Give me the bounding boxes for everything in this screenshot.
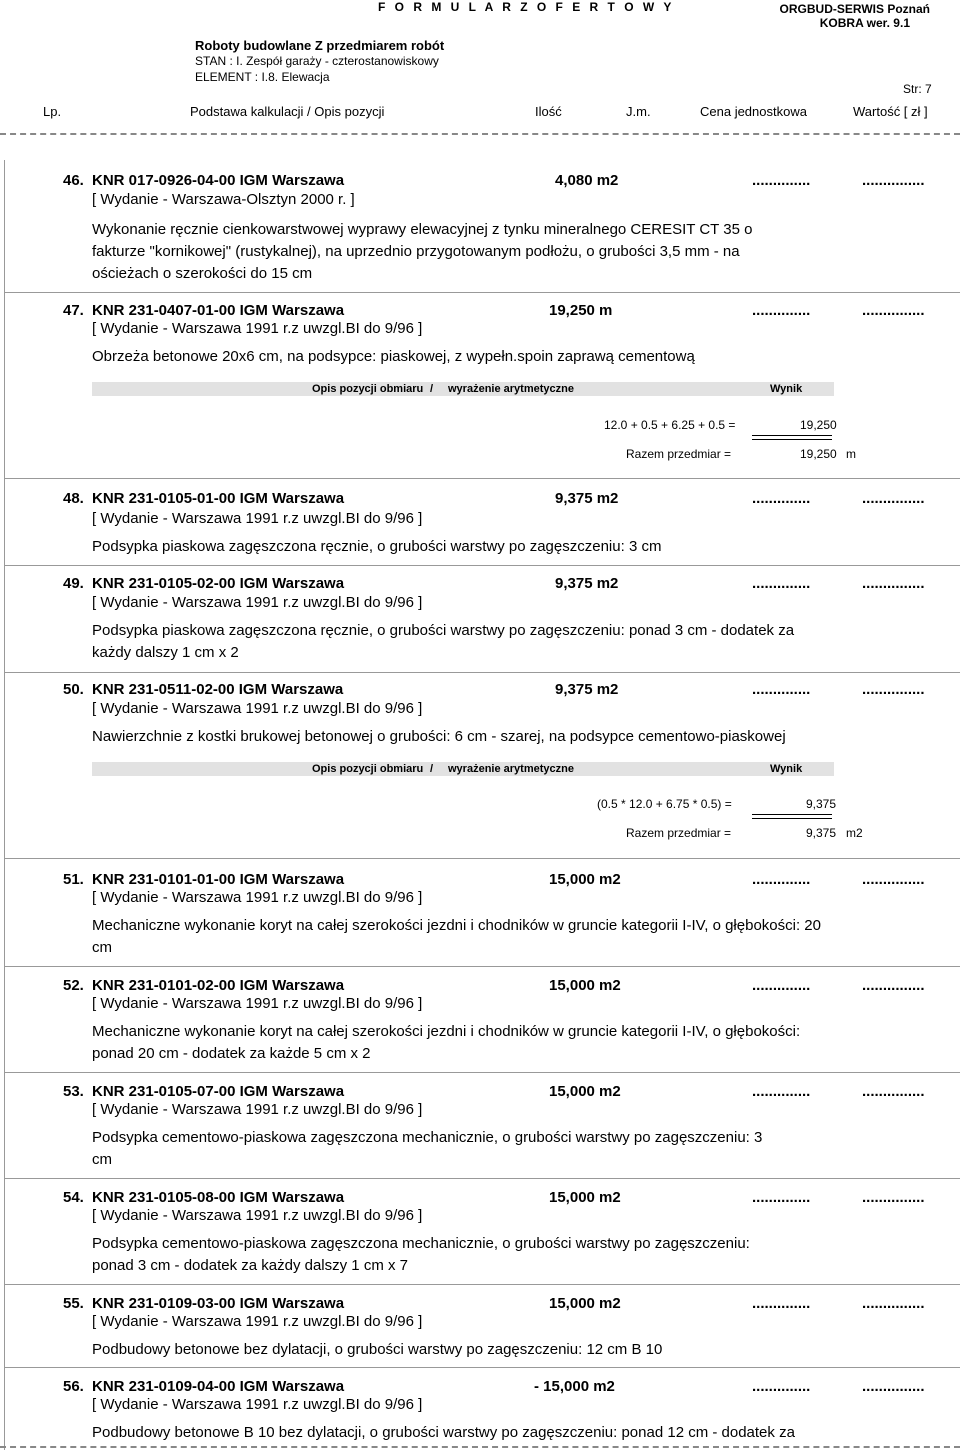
header-divider [0, 133, 960, 135]
software-version: KOBRA wer. 9.1 [819, 16, 910, 30]
price-placeholder: .............. [752, 172, 811, 189]
item-desc-line: Podbudowy betonowe B 10 bez dylatacji, o grubości warstwy po zagęszczeniu: ponad 12 cm - dodatek za [92, 1424, 795, 1441]
item-separator [4, 858, 960, 859]
value-placeholder: ............... [862, 977, 925, 994]
item-edition: [ Wydanie - Warszawa 1991 r.z uwzgl.BI do 9/96 ] [92, 889, 423, 906]
item-desc-line: Podsypka piaskowa zagęszczona ręcznie, o grubości warstwy po zagęszczeniu: ponad 3 cm - dodatek za [92, 622, 795, 639]
item-edition: [ Wydanie - Warszawa 1991 r.z uwzgl.BI do 9/96 ] [92, 995, 423, 1012]
measure-expr-label: wyrażenie arytmetyczne [448, 763, 574, 775]
item-desc-line: ponad 20 cm - dodatek za każde 5 cm x 2 [92, 1045, 371, 1062]
item-desc-line: fakturze "kornikowej" (rustykalnej), na uprzednio przygotowanym podłożu, o grubości 3,5 mm - na [92, 243, 740, 260]
price-placeholder: .............. [752, 1189, 811, 1206]
item-edition: [ Wydanie - Warszawa 1991 r.z uwzgl.BI do 9/96 ] [92, 1207, 423, 1224]
item-code: KNR 017-0926-04-00 IGM Warszawa [92, 172, 345, 189]
item-number: 50. [63, 681, 84, 698]
value-placeholder: ............... [862, 575, 925, 592]
item-qty: 15,000 m2 [549, 1083, 621, 1100]
col-qty: Ilość [535, 104, 562, 119]
measure-sep: / [430, 383, 434, 395]
item-desc-line: Podsypka cementowo-piaskowa zagęszczona mechanicznie, o grubości warstwy po zagęszczeniu: 3 [92, 1129, 763, 1146]
item-code: KNR 231-0109-04-00 IGM Warszawa [92, 1378, 345, 1395]
measure-header [92, 382, 834, 396]
price-placeholder: .............. [752, 1378, 811, 1395]
item-code: KNR 231-0109-03-00 IGM Warszawa [92, 1295, 345, 1312]
item-separator [4, 1284, 960, 1285]
item-qty: 15,000 m2 [549, 871, 621, 888]
item-number: 46. [63, 172, 84, 189]
item-desc-line: każdy dalszy 1 cm x 2 [92, 644, 239, 661]
item-number: 55. [63, 1295, 84, 1312]
item-desc-line: cm [92, 1151, 112, 1168]
page-number: Str: 7 [903, 82, 932, 96]
measure-result-label: Wynik [770, 763, 803, 775]
value-placeholder: ............... [862, 172, 925, 189]
item-desc-line: ościeżach o szerokości do 15 cm [92, 265, 313, 282]
item-number: 51. [63, 871, 84, 888]
item-code: KNR 231-0105-07-00 IGM Warszawa [92, 1083, 345, 1100]
col-price: Cena jednostkowa [700, 104, 807, 119]
col-value: Wartość [ zł ] [853, 104, 928, 119]
stan-label: STAN : I. Zespół garaży - czterostanowiskowy [195, 54, 439, 68]
measure-sep: / [430, 763, 434, 775]
item-separator [4, 1178, 960, 1179]
value-placeholder: ............... [862, 1295, 925, 1312]
measure-desc-label: Opis pozycji obmiaru [312, 763, 424, 775]
price-placeholder: .............. [752, 681, 811, 698]
item-code: KNR 231-0407-01-00 IGM Warszawa [92, 302, 345, 319]
item-qty: 9,375 m2 [555, 575, 619, 592]
value-placeholder: ............... [862, 871, 925, 888]
value-placeholder: ............... [862, 1189, 925, 1206]
item-separator [4, 1367, 960, 1368]
item-desc-line: Podbudowy betonowe bez dylatacji, o grubości warstwy po zagęszczeniu: 12 cm B 10 [92, 1341, 663, 1358]
left-rule [4, 160, 5, 1450]
item-code: KNR 231-0105-01-00 IGM Warszawa [92, 490, 345, 507]
value-placeholder: ............... [862, 681, 925, 698]
item-desc-line: Obrzeża betonowe 20x6 cm, na podsypce: piaskowej, z wypełn.spoin zaprawą cementową [92, 348, 695, 365]
item-number: 52. [63, 977, 84, 994]
total-label: Razem przedmiar = [626, 826, 732, 840]
measure-expression: (0.5 * 12.0 + 6.75 * 0.5) = [597, 797, 732, 811]
item-separator [4, 1072, 960, 1073]
price-placeholder: .............. [752, 1083, 811, 1100]
measure-result: 9,375 [806, 797, 837, 811]
col-unit: J.m. [626, 104, 651, 119]
item-number: 49. [63, 575, 84, 592]
price-placeholder: .............. [752, 302, 811, 319]
item-edition: [ Wydanie - Warszawa-Olsztyn 2000 r. ] [92, 191, 355, 208]
item-number: 56. [63, 1378, 84, 1395]
item-desc-line: Podsypka cementowo-piaskowa zagęszczona mechanicznie, o grubości warstwy po zagęszczeniu: [92, 1235, 750, 1252]
item-desc-line: Podsypka piaskowa zagęszczona ręcznie, o grubości warstwy po zagęszczeniu: 3 cm [92, 538, 662, 555]
item-number: 48. [63, 490, 84, 507]
item-edition: [ Wydanie - Warszawa 1991 r.z uwzgl.BI do 9/96 ] [92, 320, 423, 337]
item-qty: 9,375 m2 [555, 681, 619, 698]
item-desc-line: Wykonanie ręcznie cienkowarstwowej wyprawy elewacyjnej z tynku mineralnego CERESIT CT 35 o [92, 221, 753, 238]
item-qty: - 15,000 m2 [534, 1378, 615, 1395]
measure-expression: 12.0 + 0.5 + 6.25 + 0.5 = [604, 418, 736, 432]
item-edition: [ Wydanie - Warszawa 1991 r.z uwzgl.BI do 9/96 ] [92, 1396, 423, 1413]
item-desc-line: Nawierzchnie z kostki brukowej betonowej o grubości: 6 cm - szarej, na podsypce cementowo-piaskowej [92, 728, 786, 745]
value-placeholder: ............... [862, 302, 925, 319]
footer-divider [0, 1446, 960, 1448]
result-underline [752, 814, 832, 819]
price-placeholder: .............. [752, 871, 811, 888]
measure-result: 19,250 [800, 418, 837, 432]
col-lp: Lp. [43, 104, 62, 119]
item-code: KNR 231-0105-08-00 IGM Warszawa [92, 1189, 345, 1206]
item-code: KNR 231-0105-02-00 IGM Warszawa [92, 575, 345, 592]
item-qty: 4,080 m2 [555, 172, 619, 189]
measure-header [92, 762, 834, 776]
price-placeholder: .............. [752, 575, 811, 592]
item-edition: [ Wydanie - Warszawa 1991 r.z uwzgl.BI do 9/96 ] [92, 700, 423, 717]
item-number: 47. [63, 302, 84, 319]
item-separator [4, 478, 960, 479]
item-qty: 19,250 m [549, 302, 613, 319]
value-placeholder: ............... [862, 490, 925, 507]
item-qty: 15,000 m2 [549, 1295, 621, 1312]
total-value: 19,250 [800, 447, 837, 461]
measure-expr-label: wyrażenie arytmetyczne [448, 383, 574, 395]
total-label: Razem przedmiar = [626, 447, 732, 461]
element-label: ELEMENT : I.8. Elewacja [195, 70, 330, 84]
item-number: 53. [63, 1083, 84, 1100]
item-code: KNR 231-0101-01-00 IGM Warszawa [92, 871, 345, 888]
item-qty: 15,000 m2 [549, 977, 621, 994]
total-unit: m2 [846, 826, 863, 840]
item-separator [4, 966, 960, 967]
item-separator [4, 672, 960, 673]
measure-result-label: Wynik [770, 383, 803, 395]
total-value: 9,375 [806, 826, 837, 840]
company-name: ORGBUD-SERWIS Poznań [779, 2, 930, 16]
value-placeholder: ............... [862, 1378, 925, 1395]
item-code: KNR 231-0101-02-00 IGM Warszawa [92, 977, 345, 994]
item-edition: [ Wydanie - Warszawa 1991 r.z uwzgl.BI do 9/96 ] [92, 1101, 423, 1118]
total-unit: m [846, 447, 856, 461]
item-separator [4, 565, 960, 566]
item-desc-line: Mechaniczne wykonanie koryt na całej szerokości jezdni i chodników w gruncie kategorii I-IV, o głębokości: 20 [92, 917, 821, 934]
item-separator [4, 292, 960, 293]
item-edition: [ Wydanie - Warszawa 1991 r.z uwzgl.BI do 9/96 ] [92, 594, 423, 611]
item-desc-line: Mechaniczne wykonanie koryt na całej szerokości jezdni i chodników w gruncie kategorii I-IV, o głębokości: [92, 1023, 801, 1040]
item-desc-line: ponad 3 cm - dodatek za każdy dalszy 1 cm x 7 [92, 1257, 408, 1274]
measure-desc-label: Opis pozycji obmiaru [312, 383, 424, 395]
form-title: F O R M U L A R Z O F E R T O W Y [378, 0, 675, 14]
item-desc-line: cm [92, 939, 112, 956]
item-edition: [ Wydanie - Warszawa 1991 r.z uwzgl.BI do 9/96 ] [92, 1313, 423, 1330]
price-placeholder: .............. [752, 977, 811, 994]
price-placeholder: .............. [752, 490, 811, 507]
project-title: Roboty budowlane Z przedmiarem robót [195, 38, 445, 53]
item-edition: [ Wydanie - Warszawa 1991 r.z uwzgl.BI do 9/96 ] [92, 510, 423, 527]
value-placeholder: ............... [862, 1083, 925, 1100]
result-underline [752, 435, 832, 440]
price-placeholder: .............. [752, 1295, 811, 1312]
item-qty: 15,000 m2 [549, 1189, 621, 1206]
item-number: 54. [63, 1189, 84, 1206]
item-code: KNR 231-0511-02-00 IGM Warszawa [92, 681, 344, 698]
col-basis: Podstawa kalkulacji / Opis pozycji [190, 104, 385, 119]
item-qty: 9,375 m2 [555, 490, 619, 507]
